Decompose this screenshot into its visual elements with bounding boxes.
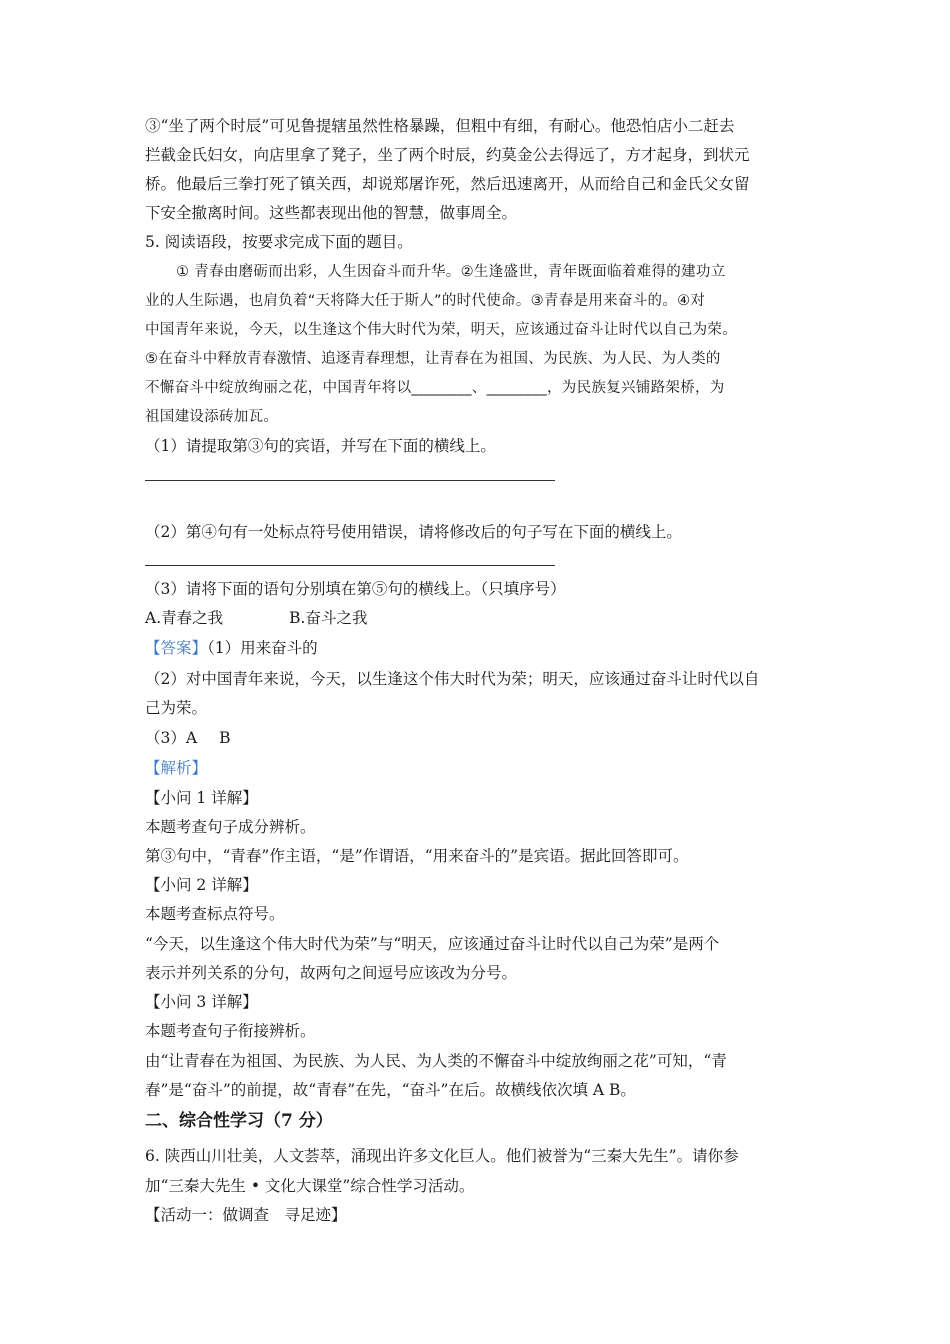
question-5-prompt: 5. 阅读语段，按要求完成下面的题目。 bbox=[145, 233, 413, 251]
detail-text: 本题考查句子成分辨析。 bbox=[145, 818, 316, 836]
passage-line: ① 青春由磨砺而出彩，人生因奋斗而升华。②生逢盛世，青年既面临着难得的建功立 bbox=[176, 264, 726, 280]
section-heading: 二、综合性学习（7 分） bbox=[145, 1111, 333, 1131]
detail-text: 表示并列关系的分句，故两句之间逗号应该改为分号。 bbox=[145, 964, 518, 982]
answer-1: （1）用来奋斗的 bbox=[207, 639, 318, 657]
question-6-line: 6. 陕西山川壮美，人文荟萃，涌现出许多文化巨人。他们被誉为“三秦大先生”。请你参 bbox=[145, 1147, 739, 1165]
passage-line: 祖国建设添砖加瓦。 bbox=[145, 409, 279, 425]
passage-line: 业的人生际遇，也肩负着“天将降大任于斯人”的时代使命。③青春是用来奋斗的。④对 bbox=[145, 293, 706, 309]
answer-2-line: （2）对中国青年来说，今天，以生逢这个伟大时代为荣；明天，应该通过奋斗让时代以自 bbox=[145, 670, 760, 688]
answer-3-b: B bbox=[219, 729, 231, 747]
answer-row-3 bbox=[145, 728, 230, 748]
analysis-line: 拦截金氏妇女，向店里拿了凳子，坐了两个时辰，约莫金公去得远了，方才起身，到状元 bbox=[145, 146, 750, 164]
options-row bbox=[145, 608, 367, 628]
detail-text: “今天，以生逢这个伟大时代为荣”与“明天，应该通过奋斗让时代以自己为荣”是两个 bbox=[145, 935, 720, 953]
answer-line-1 bbox=[145, 480, 555, 481]
detail-text: 本题考查句子衔接辨析。 bbox=[145, 1022, 316, 1040]
answer-row-1 bbox=[145, 638, 318, 658]
answer-2-line: 己为荣。 bbox=[145, 699, 208, 717]
detail-text: 本题考查标点符号。 bbox=[145, 905, 285, 923]
option-b: B.奋斗之我 bbox=[289, 609, 368, 627]
passage-line: 不懈奋斗中绽放绚丽之花，中国青年将以________、________，为民族复兴铺路架桥，为 bbox=[145, 380, 725, 396]
analysis-line: 桥。他最后三拳打死了镇关西，却说郑屠诈死，然后迅速离开，从而给自己和金氏父女留 bbox=[145, 175, 750, 193]
activity-1-title: 【活动一：做调查 寻足迹】 bbox=[145, 1206, 347, 1224]
question-6-line: 加“三秦大先生 • 文化大课堂”综合性学习活动。 bbox=[145, 1177, 475, 1195]
answer-line-2 bbox=[145, 565, 555, 566]
sub-question-3: （3）请将下面的语句分别填在第⑤句的横线上。（只填序号） bbox=[145, 580, 566, 598]
sub-question-2: （2）第④句有一处标点符号使用错误，请将修改后的句子写在下面的横线上。 bbox=[145, 523, 682, 541]
detail-text: 春”是“奋斗”的前提，故“青春”在先，“奋斗”在后。故横线依次填 A B。 bbox=[145, 1081, 636, 1099]
sub-question-1: （1）请提取第③句的宾语，并写在下面的横线上。 bbox=[145, 437, 496, 455]
detail-1-title: 【小问 1 详解】 bbox=[145, 789, 258, 807]
answer-tag: 【答案】 bbox=[145, 639, 208, 657]
analysis-line: ③“坐了两个时辰”可见鲁提辖虽然性格暴躁，但粗中有细，有耐心。他恐怕店小二赶去 bbox=[145, 117, 735, 135]
analysis-line: 下安全撤离时间。这些都表现出他的智慧，做事周全。 bbox=[145, 204, 518, 222]
detail-text: 由“让青春在为祖国、为民族、为人民、为人类的不懈奋斗中绽放绚丽之花”可知，“青 bbox=[145, 1052, 727, 1070]
detail-3-title: 【小问 3 详解】 bbox=[145, 993, 258, 1011]
passage-line: 中国青年来说，今天，以生逢这个伟大时代为荣，明天，应该通过奋斗让时代以自己为荣。 bbox=[145, 322, 737, 338]
detail-text: 第③句中，“青春”作主语，“是”作谓语，“用来奋斗的”是宾语。据此回答即可。 bbox=[145, 847, 689, 865]
answer-3-a: （3）A bbox=[145, 729, 198, 747]
detail-2-title: 【小问 2 详解】 bbox=[145, 876, 258, 894]
passage-line: ⑤在奋斗中释放青春激情、追逐青春理想，让青春在为祖国、为民族、为人民、为人类的 bbox=[145, 351, 721, 367]
option-a: A.青春之我 bbox=[145, 609, 224, 627]
analysis-tag: 【解析】 bbox=[145, 759, 208, 777]
